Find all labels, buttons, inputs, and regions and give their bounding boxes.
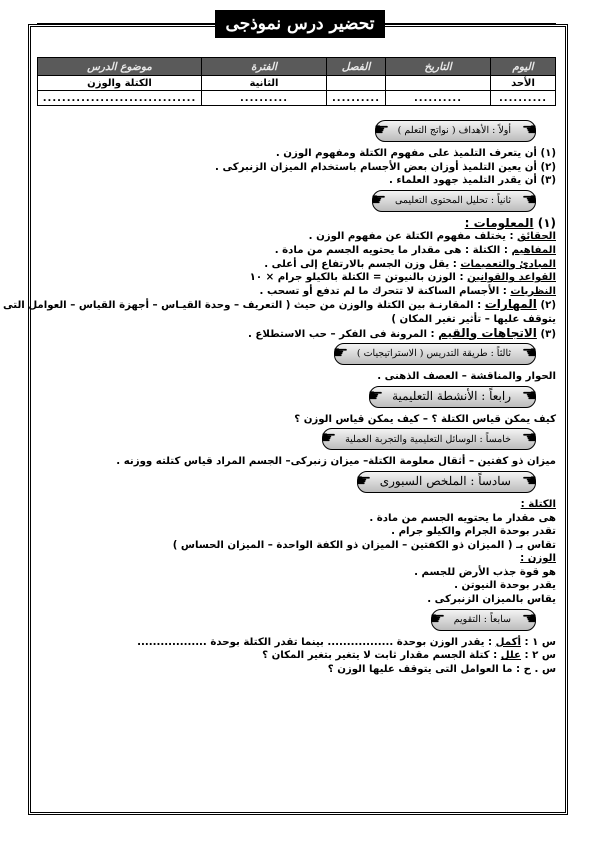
header-date: التاريخ (386, 58, 491, 76)
summary-banner-label: سادساً : الملخص السبورى (379, 474, 511, 489)
table-row (38, 91, 556, 106)
pointing-hand-icon: ☚ (521, 608, 537, 629)
attitudes-number: (٣) (540, 328, 556, 340)
header-class: الفصل (327, 58, 386, 76)
cell-dots: .......... (202, 91, 327, 106)
laws-text: : الوزن بالنيوتن = الكتلة بالكيلو جرام × ١٠ (249, 272, 468, 284)
pointing-hand-icon: ☚ (521, 120, 537, 140)
pointing-hand-icon: ☚ (355, 470, 371, 491)
cell-dots: ................................ (38, 91, 202, 106)
theories-line (38, 285, 556, 299)
content-analysis-banner-label: ثانياً : تحليل المحتوى التعليمى (395, 194, 511, 206)
tools-text: ميزان ذو كفتين – أثقال معلومة الكتلة– ميزان زنبركى– الجسم المراد قياس كتلته ووزنه . (116, 456, 556, 468)
header-day: اليوم (491, 58, 556, 76)
cell-period: الثانية (202, 76, 327, 91)
mass-item: تقدر بوحدة الجرام والكيلو جرام . (391, 526, 556, 538)
question-1 (38, 636, 556, 650)
cell-dots: .......... (386, 91, 491, 106)
weight-item: يقدر بوحدة النيوتن . (454, 580, 556, 592)
header-topic: موضوع الدرس (38, 58, 202, 76)
question-2-keyword: علل (500, 650, 521, 662)
attitudes-line (38, 327, 556, 342)
activities-banner-label: رابعاً : الأنشطة التعليمية (392, 388, 511, 403)
pointing-hand-icon: ☚ (429, 608, 445, 629)
objective-item: (١) أن يتعرف التلميذ على مفهوم الكتلة ومفهوم الوزن . (275, 148, 556, 159)
laws-line (38, 271, 556, 285)
table-row (38, 76, 556, 91)
skills-line-2: يتوقف عليها – تأثير تغير المكان ) (391, 313, 556, 325)
pointing-hand-icon: ☚ (371, 189, 387, 210)
concepts-line (38, 244, 556, 258)
skills-text: : المقارنـة بين الكتلة والوزن من حيث ( التعريف – وحدة القيـاس – أجهزة القياس – العوامل التى (2, 300, 485, 312)
question-2-number: س ٢ : (521, 650, 556, 662)
laws-label: القواعد والقوانين (467, 272, 556, 284)
info-title: المعلومات : (464, 215, 534, 230)
skills-line (2, 297, 556, 313)
pointing-hand-icon: ☚ (521, 189, 537, 210)
question-1-keyword: أكمل (495, 636, 521, 648)
info-number: (١) (537, 215, 556, 230)
summary-banner (357, 471, 536, 493)
tools-banner (322, 428, 536, 450)
weight-item: يقاس بالميزان الزنبركى . (427, 594, 556, 606)
question-1-number: س ١ : (521, 636, 556, 648)
cell-dots: .......... (327, 91, 386, 106)
attitudes-text: : المرونة فى الفكر – حب الاستطلاع . (248, 328, 439, 340)
title-rule-left (385, 23, 556, 25)
activities-banner (369, 386, 536, 408)
methods-text: الحوار والمناقشة – العصف الذهنى . (377, 371, 556, 383)
pointing-hand-icon: ☚ (332, 343, 349, 364)
weight-label: الوزن : (520, 553, 556, 565)
facts-line (38, 230, 556, 244)
question-2 (38, 649, 556, 663)
page-title: تحضير درس نموذجى (215, 10, 385, 38)
objectives-banner (375, 120, 536, 142)
cell-date (386, 76, 491, 91)
pointing-hand-icon: ☚ (373, 120, 389, 140)
tools-banner-label: خامساً : الوسائل التعليمية والتجربة العملية (345, 433, 511, 445)
question-1-text: : يقدر الوزن بوحدة ................. بينما تقدر الكتلة بوحدة .................. (137, 636, 496, 648)
methods-banner-label: ثالثاً : طريقة التدريس ( الاستراتيجيات ) (356, 348, 511, 360)
mass-label: الكتلة : (520, 498, 556, 510)
facts-label: الحقائق (517, 231, 556, 243)
objective-item: (٣) أن يقدر التلميذ جهود العلماء . (388, 175, 556, 187)
mass-item: هى مقدار ما يحتويه الجسم من مادة . (369, 512, 556, 524)
cell-class (327, 76, 386, 91)
pointing-hand-icon: ☚ (521, 470, 537, 491)
principles-line (38, 258, 556, 272)
methods-banner (334, 343, 536, 365)
pointing-hand-icon: ☚ (321, 428, 337, 449)
table-header-row (38, 58, 556, 76)
attitudes-title: الاتجاهات والقيم (438, 325, 537, 340)
title-rule-right (37, 23, 215, 25)
objective-item: (٢) أن يعين التلميذ أوزان بعض الأجسام باستخدام الميزان الزنبركى . (215, 161, 556, 173)
pointing-hand-icon: ☚ (368, 385, 384, 406)
theories-label: النظريات (510, 285, 556, 297)
concepts-text: : الكتلة : هى مقدار ما يحتويه الجسم من مادة . (274, 244, 512, 256)
principles-text: : يقل وزن الجسم بالارتفاع إلى أعلى . (264, 258, 461, 270)
pointing-hand-icon: ☚ (521, 343, 537, 364)
objectives-banner-label: أولاً : الأهداف ( نواتج التعلم ) (397, 125, 511, 137)
header-period: الفترة (202, 58, 327, 76)
question-2-text: : كتلة الجسم مقدار ثابت لا يتغير بتغير المكان ؟ (262, 650, 501, 662)
pointing-hand-icon: ☚ (521, 428, 537, 449)
cell-day: الأحد (491, 76, 556, 91)
skills-number: (٢) (540, 300, 556, 312)
mass-item: تقاس بـ ( الميزان ذو الكفتين – الميزان ذو الكفة الواحدة – الميزان الحساس ) (172, 539, 556, 551)
evaluation-banner-label: سابعاً : التقويم (453, 613, 511, 625)
info-heading (38, 217, 556, 231)
weight-item: هو قوة جذب الأرض للجسم . (414, 566, 556, 578)
lesson-info-table (37, 57, 556, 106)
concepts-label: المفاهيم (511, 244, 556, 256)
lesson-content (2, 118, 556, 676)
content-analysis-banner (372, 190, 536, 212)
activities-text: كيف يمكن قياس الكتلة ؟ – كيف يمكن قياس الوزن ؟ (294, 413, 556, 425)
theories-text: : الأجسام الساكنة لا تتحرك ما لم تدفع أو تسحب . (259, 285, 511, 297)
question-3: س . ح : ما العوامل التى يتوقف عليها الوزن ؟ (327, 663, 556, 675)
principles-label: المبادئ والتعميمات (460, 258, 556, 270)
facts-text: : يختلف مفهوم الكتلة عن مفهوم الوزن . (308, 231, 518, 243)
evaluation-banner (431, 609, 536, 631)
skills-title: المهارات (484, 297, 537, 312)
pointing-hand-icon: ☚ (521, 385, 537, 406)
cell-dots: .......... (491, 91, 556, 106)
cell-topic: الكتلة والوزن (38, 76, 202, 91)
